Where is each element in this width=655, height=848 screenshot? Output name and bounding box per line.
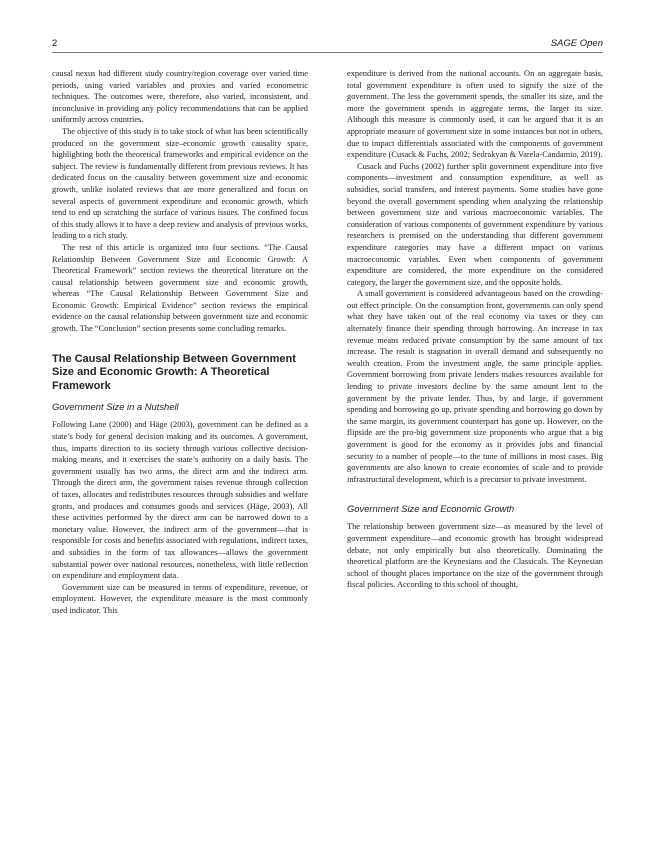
right-column bbox=[347, 68, 603, 591]
paragraph: causal nexus had different study country/region coverage over varied time periods, using varied variables and proxies and varied econometric techniques. The outcomes were, therefore, also varied, inconsistent, and inconclusive in providing any policy recommendations that can be applied uniformly across countries. bbox=[52, 69, 308, 125]
running-header bbox=[52, 38, 603, 53]
paragraph: A small government is considered advantageous based on the crowding-out effect principle. On the consumption front, governments can only spend what they have taken out of the real economy via taxes or they can alternately finance their spending through borrowing. An increase in tax revenue means reduced private consumption by the same amount of tax increase. The result is stagnation in overall demand and subsequently no wealth creation. From the investment angle, the same principle applies. Government borrowing from private lenders makes resources available for lending to private investors decline by the same amount lent to the government by the private lender. Thus, by and large, if government spending and borrowing go up, private spending and borrowing go down by the same margin, its government counterpart has gone up. However, on the flipside are the pro-big government size proponents who argue that a big government is good for the economy as it provides jobs and financial security to a number of people—to the tune of millions in most cases. Big governments are also known to create economies of scale and to provide infrastructural development, which is a precursor to private investment. bbox=[347, 289, 603, 484]
paragraph: Government size can be measured in terms of expenditure, revenue, or employment. However, the expenditure measure is the most commonly used indicator. This bbox=[52, 582, 308, 615]
subsection-heading: Government Size in a Nutshell bbox=[52, 401, 179, 413]
section-heading: The Causal Relationship Between Government Size and Economic Growth: A Theoretical Framework bbox=[52, 352, 296, 392]
page-number: 2 bbox=[52, 38, 58, 49]
paragraph: The rest of this article is organized into four sections. “The Causal Relationship Between Government Size and Economic Growth: A Theoretical Framework” section reviews the theoretical literature on the causal relationship between government size and economic growth, whereas “The Causal Relationship Between Government Size and Economic Growth: Empirical Evidence” section reviews the empirical evidence on the causal relationship between government size and economic growth. The “Conclusion” section presents some concluding remarks. bbox=[52, 242, 308, 334]
journal-name: SAGE Open bbox=[550, 38, 603, 49]
paragraph: The relationship between government size—as measured by the level of government expenditure—and economic growth has brought widespread debate, not only empirically but also theoretically. Dominating the theoretical platform are the Keynesians and the Classicals. The Keynesian school of thought places importance on the size of the government through fiscal policies. According to this school of thought, bbox=[347, 522, 603, 590]
subsection-heading: Government Size and Economic Growth bbox=[347, 503, 515, 515]
paragraph: expenditure is derived from the national accounts. On an aggregate basis, total government expenditure is often used to signify the size of the government. The less the government spends, the smaller its size, and the more the government spends in aggregate terms, the larger its size. Although this measure is commonly used, it can be argued that it is an appropriate measure of government size in some instances but not in others, due to impact differentials associated with the components of government expenditure (Cusack & Fuchs, 2002; Sedrakyan & Varela-Candamio, 2019). bbox=[347, 69, 603, 160]
paragraph: Cusack and Fuchs (2002) further split government expenditure into five components—investment and consumption expenditure, as well as subsidies, social transfers, and interest payments. Some studies have gone beyond the overall government spending when analyzing the relationship between government size and various macroeconomic variables. The consideration of various components of government expenditure by various researchers is premised on the understanding that different government expenditure categories may have a different impact on various macroeconomic variables. Even when components of government expenditure are considered, the more expenditure on the considered category, the larger the government size, and the opposite holds. bbox=[347, 161, 603, 287]
paragraph: The objective of this study is to take stock of what has been scientifically produced on the government size–economic growth causality space, highlighting both the theoretical frameworks and empirical evidence on the subject. The review is fundamentally different from previous reviews. It has dedicated focus on the causality between government size and economic growth, unlike isolated reviews that are more generalized and focus on several aspects of government expenditure and economic growth, which tend to end up scratching the surface of various issues. The confined focus of this study allows it to have a deep review and analysis of previous works, leading to a rich study. bbox=[52, 126, 308, 241]
left-column bbox=[52, 68, 308, 617]
paragraph: Following Lane (2000) and Häge (2003), government can be defined as a state’s body for general decision making and its outcomes. A government, thus, imparts direction to its society through various collective decision-making means, and it exercises the state’s authority on a daily basis. The government usually has two arms, the direct arm and the indirect arm. Through the direct arm, the government raises revenue through collection of taxes, allocates and redistributes resources through subsidies and welfare grants, and produces and consumes goods and services (Häge, 2003). All these activities performed by the direct arm can be narrowed down to a monetary value. However, the indirect arm of the government—that is responsible for costs and benefits associated with regulations, indirect taxes, and subsidies in the form of tax allowances—allows the government substantial power over national resources, nonetheless, with little reflection on expenditure and employment data. bbox=[52, 420, 308, 581]
